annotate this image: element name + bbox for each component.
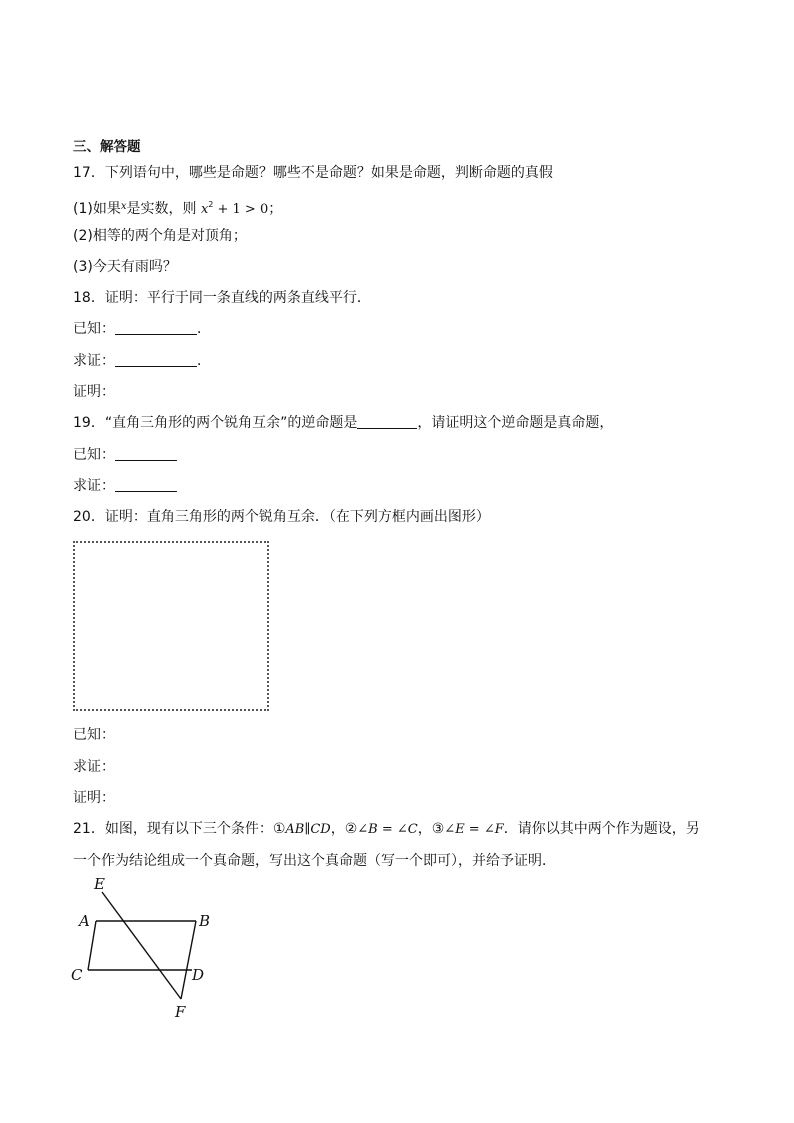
segment-ef	[102, 892, 181, 999]
q21-condition2: ∠B = ∠C	[357, 822, 418, 837]
q19-known-row	[73, 445, 177, 465]
q19-prove-label: 求证：	[73, 478, 115, 494]
q21-line2: 一个作为结论组成一个真命题，写出这个真命题（写一个即可），并给予证明．	[73, 853, 556, 869]
q17-stem: 17．下列语句中，哪些是命题？哪些不是命题？如果是命题，判断命题的真假	[73, 165, 553, 181]
q21-stem-cont: ．请你以其中两个作为题设，另	[503, 821, 700, 837]
q17-item1-expr-rest: + 1 > 0	[213, 202, 269, 217]
q21-stem-row	[73, 819, 700, 840]
q19-known-label: 已知：	[73, 447, 115, 463]
q17-item1-prefix: (1)如果	[73, 201, 121, 217]
q18-prove-blank[interactable]	[115, 352, 197, 367]
section-title: 三、解答题	[73, 139, 141, 155]
q18-known-row	[73, 319, 211, 339]
label-a: A	[79, 912, 90, 930]
segment-bf	[181, 921, 196, 999]
q21-condition3: ∠E = ∠F	[444, 822, 504, 837]
q18-prove-label: 求证：	[73, 353, 115, 369]
label-d: D	[192, 966, 205, 984]
q18-prove-row	[73, 351, 211, 371]
q17-item2: (2)相等的两个角是对顶角；	[73, 228, 247, 244]
q17-item1-var: x	[120, 201, 127, 212]
q20-prove-label: 求证：	[73, 759, 115, 775]
label-b: B	[199, 912, 211, 930]
q19-stem-row	[73, 413, 613, 433]
q18-prove-period: ．	[197, 353, 211, 369]
q19-stem-after: ，请证明这个逆命题是真命题，	[417, 415, 614, 431]
q19-known-blank[interactable]	[115, 446, 177, 461]
q17-item1-expr-base: x	[200, 202, 209, 217]
q21-sep2: ，	[417, 821, 432, 837]
q17-item1-end: ；	[268, 201, 283, 217]
q17-item3: (3)今天有雨吗？	[73, 259, 177, 275]
q18-stem: 18．证明：平行于同一条直线的两条直线平行．	[73, 290, 371, 306]
q17-item1	[73, 195, 282, 220]
q17-item1-expr-sup: 2	[208, 200, 214, 209]
q19-converse-blank[interactable]	[357, 414, 417, 429]
q17-item1-mid: 是实数，则	[126, 201, 197, 217]
q19-stem-before: 19．“直角三角形的两个锐角互余”的逆命题是	[73, 415, 358, 431]
q21-geometry-figure	[68, 872, 228, 1024]
q20-known-label: 已知：	[73, 727, 115, 743]
label-c: C	[71, 966, 83, 984]
q19-prove-blank[interactable]	[115, 477, 177, 492]
q18-known-blank[interactable]	[115, 320, 197, 335]
q18-proof-label: 证明：	[73, 384, 115, 400]
q18-known-label: 已知：	[73, 321, 115, 337]
q21-condition1-number: ①	[272, 821, 286, 837]
q18-known-period: ．	[197, 321, 211, 337]
q21-condition1: AB∥CD	[285, 822, 331, 837]
label-e: E	[94, 875, 105, 893]
q21-condition2-number: ②	[344, 821, 358, 837]
q20-drawing-box[interactable]	[73, 541, 269, 711]
q19-prove-row	[73, 476, 177, 496]
label-f: F	[175, 1003, 186, 1021]
q21-stem-start: 21．如图，现有以下三个条件：	[73, 821, 273, 837]
q20-proof-label: 证明：	[73, 790, 115, 806]
q21-sep1: ，	[330, 821, 345, 837]
q20-stem: 20．证明：直角三角形的两个锐角互余．（在下列方框内画出图形）	[73, 509, 490, 525]
q21-condition3-number: ③	[431, 821, 445, 837]
